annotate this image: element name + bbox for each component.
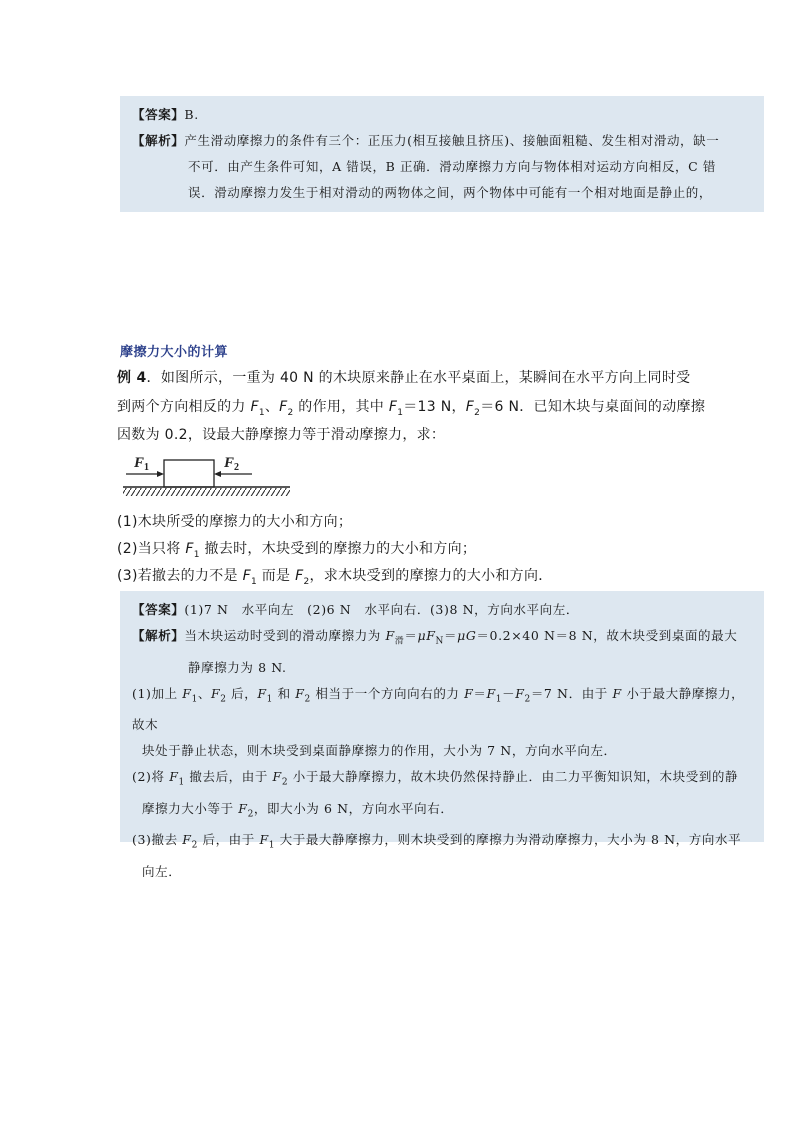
answer-tag: 【答案】 bbox=[132, 602, 185, 617]
text: 和 bbox=[273, 685, 296, 701]
subscript: 1 bbox=[193, 549, 200, 560]
symbol-mu: μ bbox=[457, 628, 466, 643]
text: ＝ bbox=[473, 685, 487, 701]
analysis-row bbox=[132, 623, 750, 655]
text: 、 bbox=[264, 399, 280, 415]
text: (2)将 bbox=[132, 769, 170, 784]
label-f1-main: F bbox=[134, 455, 145, 471]
arrowhead-f1 bbox=[157, 471, 164, 477]
part-3-line-2: 向左． bbox=[142, 863, 182, 879]
subscript: 2 bbox=[304, 694, 311, 704]
example-line-1 bbox=[117, 367, 690, 387]
analysis-line-3: 误．滑动摩擦力发生于相对滑动的两物体之间，两个物体中可能有一个相对地面是静止的， bbox=[188, 185, 713, 200]
text: 后，由于 bbox=[197, 832, 260, 847]
symbol-f: F bbox=[211, 685, 221, 701]
part-1-line-1 bbox=[132, 681, 750, 739]
question-2 bbox=[117, 538, 476, 560]
subscript: 1 bbox=[258, 407, 265, 418]
symbol-f: F bbox=[295, 568, 304, 584]
analysis-tag: 【解析】 bbox=[132, 133, 185, 148]
subscript: 2 bbox=[247, 809, 254, 819]
label-f2-main: F bbox=[224, 455, 235, 471]
subscript: 2 bbox=[220, 694, 227, 704]
example-line-3: 因数为 0.2，设最大静摩擦力等于滑动摩擦力，求： bbox=[117, 427, 446, 443]
subscript: 滑 bbox=[394, 636, 405, 647]
subscript: 1 bbox=[178, 777, 185, 788]
label-f2-sub: 2 bbox=[234, 462, 240, 473]
subscript: 2 bbox=[524, 694, 531, 704]
symbol-f: F bbox=[515, 685, 525, 701]
symbol-mu: μ bbox=[417, 628, 427, 643]
text: ＝6 N．已知木块与桌面间的动摩擦 bbox=[480, 399, 706, 415]
symbol-f: F bbox=[185, 541, 194, 557]
analysis-line-1: 产生滑动摩擦力的条件有三个：正压力(相互接触且挤压)、接触面粗糙、发生相对滑动，缺一 bbox=[184, 133, 720, 148]
symbol-f: F bbox=[486, 685, 496, 701]
text: 撤去时，木块受到的摩擦力的大小和方向； bbox=[199, 541, 477, 557]
symbol-f: F bbox=[259, 832, 269, 847]
text: ＝ bbox=[404, 628, 418, 643]
analysis-line-1 bbox=[184, 623, 750, 655]
text: 小于最大静摩擦力，故木 bbox=[132, 685, 745, 732]
symbol-f: F bbox=[385, 628, 395, 643]
subscript: 1 bbox=[250, 576, 257, 587]
text: 小于最大静摩擦力，故木块仍然保持静止．由二力平衡知识知，木块受到的静 bbox=[288, 769, 739, 784]
symbol-f: F bbox=[257, 685, 267, 701]
text: 相当于一个方向向右的力 bbox=[310, 685, 465, 701]
symbol-f: F bbox=[426, 628, 436, 643]
question-1: (1)木块所受的摩擦力的大小和方向； bbox=[117, 514, 353, 530]
symbol-f: F bbox=[169, 769, 179, 784]
symbol-f: F bbox=[465, 399, 475, 415]
part-3-line-1 bbox=[132, 827, 750, 859]
text: (3)若撤去的力不是 bbox=[117, 568, 243, 584]
text: ＝7 N．由于 bbox=[530, 685, 613, 701]
symbol-g: G bbox=[465, 628, 477, 643]
example-label: 例 4 bbox=[117, 370, 147, 386]
text: ，即大小为 6 N，方向水平向右． bbox=[253, 800, 454, 816]
answer-row bbox=[132, 597, 750, 623]
text: 、 bbox=[197, 685, 211, 701]
ground-hatch bbox=[123, 488, 290, 496]
symbol-f: F bbox=[250, 399, 259, 415]
answer-tag: 【答案】 bbox=[132, 107, 185, 122]
text: ＝ bbox=[443, 628, 458, 643]
analysis-line-2: 不可．由产生条件可知，A 错误，B 正确．滑动摩擦力方向与物体相对运动方向相反，C 错 bbox=[188, 159, 716, 174]
label-f1 bbox=[133, 455, 149, 473]
symbol-f: F bbox=[388, 399, 398, 415]
text: 而是 bbox=[256, 568, 296, 584]
label-f2 bbox=[223, 455, 239, 473]
subscript: 2 bbox=[303, 576, 310, 587]
symbol-f: F bbox=[295, 685, 305, 701]
symbol-f: F bbox=[242, 568, 251, 584]
answer-box-1 bbox=[120, 96, 764, 212]
symbol-f: F bbox=[464, 685, 474, 701]
subscript: 2 bbox=[281, 777, 289, 788]
symbol-f: F bbox=[238, 800, 248, 816]
text: (2)当只将 bbox=[117, 541, 186, 557]
subscript: 1 bbox=[266, 694, 273, 704]
text: － bbox=[502, 685, 516, 701]
force-diagram bbox=[120, 450, 295, 500]
text: 撤去后，由于 bbox=[184, 769, 273, 784]
subscript: 2 bbox=[474, 407, 481, 418]
analysis-row bbox=[132, 128, 750, 154]
text: ．如图所示，一重为 40 N 的木块原来静止在水平桌面上，某瞬间在水平方向上同时受 bbox=[146, 370, 691, 386]
symbol-f: F bbox=[612, 685, 622, 701]
example-line-2 bbox=[117, 396, 705, 418]
answer-text: B. bbox=[184, 107, 199, 122]
subscript: 1 bbox=[397, 407, 404, 418]
symbol-f: F bbox=[279, 399, 288, 415]
arrowhead-f2 bbox=[214, 471, 221, 477]
subscript: 2 bbox=[287, 407, 294, 418]
analysis-tag: 【解析】 bbox=[132, 628, 185, 643]
label-f1-sub: 1 bbox=[144, 462, 150, 473]
text: ＝0.2×40 N＝8 N，故木块受到桌面的最大 bbox=[476, 628, 738, 643]
text: (3)撤去 bbox=[132, 832, 183, 847]
text: ，求木块受到的摩擦力的大小和方向． bbox=[309, 568, 553, 584]
text: 的作用，其中 bbox=[293, 399, 389, 415]
text: 大于最大静摩擦力，则木块受到的摩擦力为滑动摩擦力，大小为 8 N，方向水平 bbox=[275, 832, 742, 847]
block bbox=[164, 460, 214, 487]
subscript: 1 bbox=[268, 840, 276, 851]
analysis-line-2: 静摩擦力为 8 N. bbox=[188, 659, 287, 675]
answer-text: (1)7 N 水平向左 (2)6 N 水平向右．(3)8 N，方向水平向左． bbox=[184, 602, 579, 617]
subscript: N bbox=[435, 636, 444, 647]
part-2-line-2 bbox=[132, 796, 750, 828]
answer-row bbox=[132, 102, 750, 128]
symbol-f: F bbox=[272, 769, 282, 784]
answer-box-2 bbox=[120, 591, 764, 879]
text: 到两个方向相反的力 bbox=[117, 399, 251, 415]
symbol-f: F bbox=[182, 685, 192, 701]
text: 当木块运动时受到的滑动摩擦力为 bbox=[184, 628, 386, 643]
text: ＝13 N， bbox=[403, 399, 466, 415]
symbol-f: F bbox=[182, 832, 192, 847]
section-heading: 摩擦力大小的计算 bbox=[120, 345, 229, 360]
part-2-line-1 bbox=[132, 764, 750, 796]
subscript: 2 bbox=[191, 840, 198, 851]
question-3 bbox=[117, 565, 553, 587]
part-1-line-2: 块处于静止状态，则木块受到桌面静摩擦力的作用，大小为 7 N，方向水平向左． bbox=[142, 743, 617, 758]
subscript: 1 bbox=[495, 694, 503, 704]
text: 摩擦力大小等于 bbox=[142, 800, 239, 816]
subscript: 1 bbox=[191, 694, 198, 704]
text: (1)加上 bbox=[132, 685, 183, 701]
text: 后， bbox=[226, 685, 258, 701]
